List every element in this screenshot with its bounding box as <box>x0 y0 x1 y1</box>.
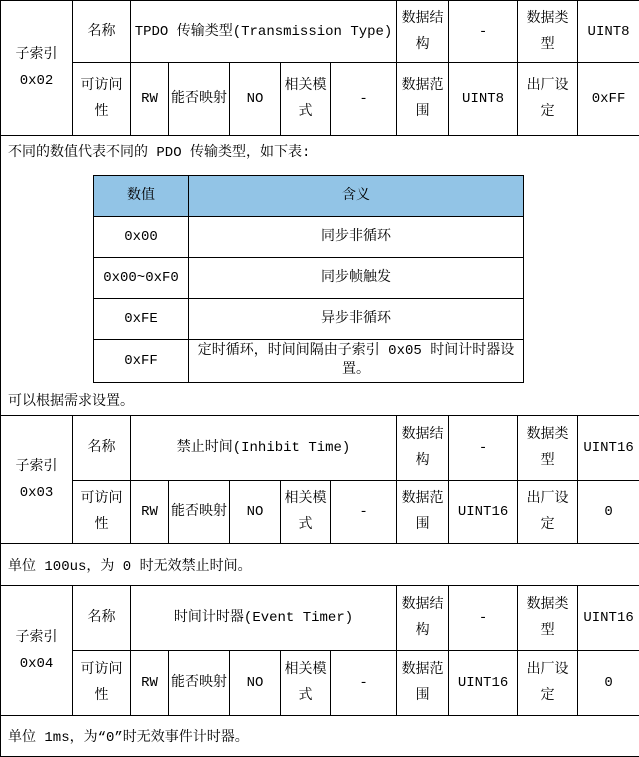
col-header-meaning: 含义 <box>189 176 524 217</box>
label-factory-default: 出厂设定 <box>518 651 578 716</box>
label-data-struct: 数据结构 <box>397 586 449 651</box>
subindex-label: 子索引 <box>3 42 70 68</box>
value-data-type: UINT8 <box>578 1 639 63</box>
cell-meaning: 同步帧触发 <box>189 258 524 299</box>
value-data-struct: - <box>449 1 518 63</box>
subindex-label: 子索引 <box>3 625 70 651</box>
value-name: 时间计时器(Event Timer) <box>131 586 397 651</box>
label-data-range: 数据范围 <box>397 481 449 544</box>
label-related-mode: 相关模式 <box>281 63 331 136</box>
label-factory-default: 出厂设定 <box>518 63 578 136</box>
subindex-0x04-row-1 <box>1 586 639 651</box>
value-table-row <box>94 340 524 383</box>
label-data-range: 数据范围 <box>397 63 449 136</box>
description-cell <box>1 136 639 416</box>
transmission-type-table <box>93 175 524 383</box>
label-data-struct: 数据结构 <box>397 1 449 63</box>
value-mappable: NO <box>230 63 281 136</box>
value-factory-default: 0xFF <box>578 63 639 136</box>
label-data-type: 数据类型 <box>518 1 578 63</box>
value-related-mode: - <box>331 651 397 716</box>
label-related-mode: 相关模式 <box>281 481 331 544</box>
value-table-row <box>94 217 524 258</box>
inhibit-note-row <box>1 544 639 586</box>
value-data-struct: - <box>449 416 518 481</box>
value-data-type: UINT16 <box>578 416 639 481</box>
label-data-range: 数据范围 <box>397 651 449 716</box>
label-related-mode: 相关模式 <box>281 651 331 716</box>
inhibit-note-cell <box>1 544 639 586</box>
cell-meaning: 同步非循环 <box>189 217 524 258</box>
cell-value: 0x00 <box>94 217 189 258</box>
cell-meaning: 异步非循环 <box>189 299 524 340</box>
value-data-range: UINT8 <box>449 63 518 136</box>
subindex-code: 0x02 <box>3 68 70 94</box>
value-access: RW <box>131 481 169 544</box>
cell-value: 0x00~0xF0 <box>94 258 189 299</box>
label-name: 名称 <box>73 1 131 63</box>
subindex-0x02-cell <box>1 1 73 136</box>
subindex-0x04-row-2 <box>1 651 639 716</box>
label-name: 名称 <box>73 586 131 651</box>
event-note-paragraph: 单位 1ms，为“0”时无效事件计时器。 <box>3 721 637 751</box>
label-name: 名称 <box>73 416 131 481</box>
label-access: 可访问性 <box>73 63 131 136</box>
label-factory-default: 出厂设定 <box>518 481 578 544</box>
intro-paragraph: 不同的数值代表不同的 PDO 传输类型，如下表: <box>3 136 637 166</box>
col-header-value: 数值 <box>94 176 189 217</box>
value-table-row <box>94 258 524 299</box>
value-access: RW <box>131 63 169 136</box>
subindex-label: 子索引 <box>3 454 70 480</box>
value-data-type: UINT16 <box>578 586 639 651</box>
label-mappable: 能否映射 <box>169 63 230 136</box>
value-table-header-row <box>94 176 524 217</box>
label-data-struct: 数据结构 <box>397 416 449 481</box>
value-mappable: NO <box>230 481 281 544</box>
label-mappable: 能否映射 <box>169 481 230 544</box>
value-factory-default: 0 <box>578 651 639 716</box>
value-related-mode: - <box>331 63 397 136</box>
description-row <box>1 136 639 416</box>
event-note-cell <box>1 716 639 757</box>
label-mappable: 能否映射 <box>169 651 230 716</box>
subindex-0x02-row-1 <box>1 1 639 63</box>
cell-meaning: 定时循环，时间间隔由子索引 0x05 时间计时器设置。 <box>189 340 524 383</box>
subindex-0x03-row-2 <box>1 481 639 544</box>
subindex-code: 0x03 <box>3 480 70 506</box>
label-access: 可访问性 <box>73 481 131 544</box>
event-note-row <box>1 716 639 757</box>
value-table-row <box>94 299 524 340</box>
label-access: 可访问性 <box>73 651 131 716</box>
value-access: RW <box>131 651 169 716</box>
after-table-paragraph: 可以根据需求设置。 <box>3 385 637 415</box>
value-name: TPDO 传输类型(Transmission Type) <box>131 1 397 63</box>
inhibit-note-paragraph: 单位 100us，为 0 时无效禁止时间。 <box>3 550 637 580</box>
value-data-range: UINT16 <box>449 651 518 716</box>
subindex-0x02-row-2 <box>1 63 639 136</box>
cell-value: 0xFE <box>94 299 189 340</box>
value-factory-default: 0 <box>578 481 639 544</box>
subindex-0x03-cell <box>1 416 73 544</box>
value-mappable: NO <box>230 651 281 716</box>
cell-value: 0xFF <box>94 340 189 383</box>
subindex-0x04-cell <box>1 586 73 716</box>
value-data-struct: - <box>449 586 518 651</box>
value-name: 禁止时间(Inhibit Time) <box>131 416 397 481</box>
subindex-code: 0x04 <box>3 651 70 677</box>
value-related-mode: - <box>331 481 397 544</box>
label-data-type: 数据类型 <box>518 586 578 651</box>
label-data-type: 数据类型 <box>518 416 578 481</box>
subindex-0x03-row-1 <box>1 416 639 481</box>
value-data-range: UINT16 <box>449 481 518 544</box>
